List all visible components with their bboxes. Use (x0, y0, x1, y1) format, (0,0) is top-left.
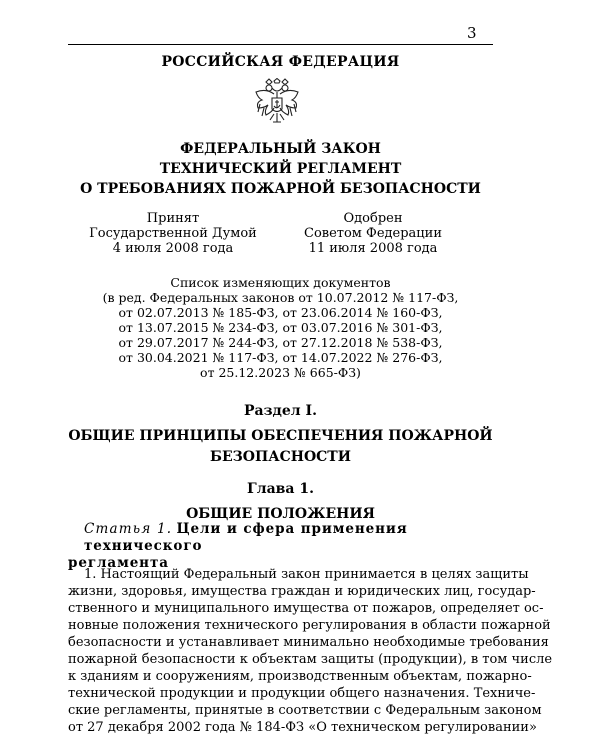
chapter-heading (68, 479, 493, 525)
amendments-line: от 29.07.2017 № 244-ФЗ, от 27.12.2018 № 538-ФЗ, (118, 335, 443, 350)
amendments-line: от 02.07.2013 № 185-ФЗ, от 23.06.2014 № 160-ФЗ, (118, 305, 443, 320)
amendments-line: от 13.07.2015 № 234-ФЗ, от 03.07.2016 № 301-ФЗ, (118, 320, 443, 335)
body-line: ские регламенты, принятые в соответствии с Федеральным законом (68, 703, 542, 718)
article-heading (68, 521, 496, 572)
adoption-line: Одобрен (343, 211, 403, 226)
body-line: пожарной безопасности к объектам защиты (продукции), в том числе (68, 652, 553, 667)
amendments-line: от 25.12.2023 № 665-ФЗ) (200, 365, 361, 380)
chapter-label: Глава 1. (247, 481, 314, 497)
article-heading-line (68, 521, 496, 555)
article-title-part: регламента (68, 555, 169, 571)
adoption-federation-council (288, 211, 458, 256)
law-title-line: О ТРЕБОВАНИЯХ ПОЖАРНОЙ БЕЗОПАСНОСТИ (80, 181, 481, 197)
adoption-line: Советом Федерации (304, 226, 442, 241)
amendments-line: (в ред. Федеральных законов от 10.07.2012 № 117-ФЗ, (102, 290, 459, 305)
body-line: безопасности и устанавливает минимально необходимые требования (68, 635, 549, 650)
law-title-line: ФЕДЕРАЛЬНЫЙ ЗАКОН (180, 141, 381, 157)
article-body (68, 566, 553, 736)
body-line: 1. Настоящий Федеральный закон принимается в целях защиты (84, 567, 529, 582)
amendments-line: от 30.04.2021 № 117-ФЗ, от 14.07.2022 № 276-ФЗ, (118, 350, 443, 365)
body-line: новные положения технического регулирования в области пожарной (68, 618, 551, 633)
body-line: жизни, здоровья, имущества граждан и юридических лиц, государ- (68, 584, 536, 599)
body-line: от 27 декабря 2002 года № 184-ФЗ «О техническом регулировании» (68, 720, 537, 735)
body-line: технической продукции и продукции общего назначения. Техниче- (68, 686, 536, 701)
header-rule (68, 44, 493, 45)
adoption-duma (88, 211, 258, 256)
country-heading: РОССИЙСКАЯ ФЕДЕРАЦИЯ (161, 54, 400, 70)
adoption-line: Принят (146, 211, 200, 226)
article-title-part: Цели и сфера применения технического (84, 521, 408, 554)
body-line: к зданиям и сооружениям, производственным объектам, пожарно- (68, 669, 532, 684)
amendments-list (68, 275, 493, 380)
section-title-line: БЕЗОПАСНОСТИ (210, 449, 351, 465)
section-title-line: ОБЩИЕ ПРИНЦИПЫ ОБЕСПЕЧЕНИЯ ПОЖАРНОЙ (68, 428, 493, 444)
body-line: ственного и муниципального имущества от пожаров, определяет ос- (68, 601, 544, 616)
article-number: Статья 1. (84, 521, 173, 537)
law-title-line: ТЕХНИЧЕСКИЙ РЕГЛАМЕНТ (159, 161, 402, 177)
page-number: 3 (467, 24, 477, 42)
section-heading (68, 401, 493, 468)
adoption-line: Государственной Думой (89, 226, 257, 241)
adoption-line: 11 июля 2008 года (308, 241, 438, 256)
law-title (68, 139, 493, 199)
russian-coat-of-arms-icon (252, 78, 302, 128)
amendments-line: Список изменяющих документов (170, 275, 391, 290)
section-label: Раздел I. (244, 403, 317, 419)
chapter-title: ОБЩИЕ ПОЛОЖЕНИЯ (186, 506, 375, 522)
adoption-line: 4 июля 2008 года (112, 241, 234, 256)
